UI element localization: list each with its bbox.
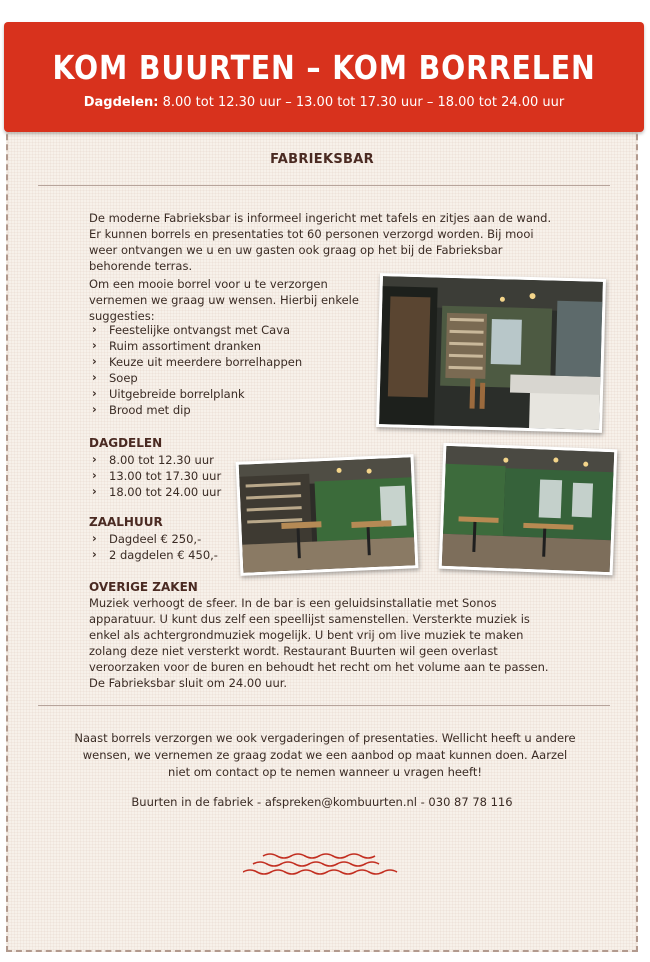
dayparts-text: 8.00 tot 12.30 uur – 13.00 tot 17.30 uur – 18.00 tot 24.00 uur bbox=[158, 95, 565, 110]
list-item: › 8.00 tot 12.30 uur bbox=[89, 452, 221, 468]
wave-ornament-icon bbox=[243, 852, 403, 878]
list-item: › Uitgebreide borrelplank bbox=[89, 386, 349, 402]
bar-interior-image bbox=[379, 276, 603, 430]
dayparts-label: Dagdelen: bbox=[83, 95, 159, 110]
intro-line-2: Er kunnen borrels en presentaties tot 60 personen verzorgd worden. Bij mooi weer ontvangen we u en uw gasten ook graag op het bij de Fabrieksbar behorende terras. bbox=[89, 227, 534, 273]
list-item: › Feestelijke ontvangst met Cava bbox=[89, 322, 349, 338]
list-item: › Keuze uit meerdere borrelhappen bbox=[89, 354, 349, 370]
bar-stools-image bbox=[239, 457, 416, 572]
contact-line: Buurten in de fabriek - afspreken@kombuurten.nl - 030 87 78 116 bbox=[131, 795, 513, 809]
dagdelen-heading: DAGDELEN bbox=[89, 436, 163, 450]
list-item: › 18.00 tot 24.00 uur bbox=[89, 484, 221, 500]
intro-paragraph bbox=[89, 210, 559, 274]
seating-area-image bbox=[442, 446, 614, 572]
overige-heading: OVERIGE ZAKEN bbox=[89, 580, 198, 594]
section-title: FABRIEKSBAR bbox=[270, 152, 374, 167]
dagdelen-list bbox=[89, 452, 221, 500]
banner-title: KOM BUURTEN – KOM BORRELEN bbox=[52, 48, 596, 87]
list-item: › Dagdeel € 250,- bbox=[89, 531, 218, 547]
zaalhuur-list bbox=[89, 531, 218, 563]
zaalhuur-heading: ZAALHUUR bbox=[89, 515, 163, 529]
divider-top bbox=[38, 185, 610, 186]
overige-paragraph: Muziek verhoogt de sfeer. In de bar is een geluidsinstallatie met Sonos apparatuur. U kunt dus zelf een speellijst samenstellen. Versterkte muziek is enkel als achtergrondmuziek mogelijk. U bent vrij om live muziek te maken zolang deze niet versterkt wordt. Restaurant Buurten wil geen overlast veroorzaken voor de buren en behoudt het recht om het volume aan te passen. De Fabrieksbar sluit om 24.00 uur. bbox=[89, 596, 549, 690]
suggestions-list bbox=[89, 322, 349, 418]
header-banner bbox=[4, 22, 644, 132]
list-item: › Ruim assortiment dranken bbox=[89, 338, 349, 354]
list-item: › 2 dagdelen € 450,- bbox=[89, 547, 218, 563]
bar-photo-1 bbox=[376, 273, 606, 433]
closing-paragraph: Naast borrels verzorgen we ook vergaderingen of presentaties. Wellicht heeft u andere wensen, we vernemen ze graag zodat we een aanbod op maat kunnen doen. Aarzel niet om contact op te nemen wanneer u vragen heeft! bbox=[74, 731, 576, 779]
intro-line-1: De moderne Fabrieksbar is informeel ingericht met tafels en zitjes aan de wand. bbox=[89, 211, 552, 225]
bar-photo-3 bbox=[439, 443, 618, 576]
bar-photo-2 bbox=[236, 454, 419, 576]
list-item: › 13.00 tot 17.30 uur bbox=[89, 468, 221, 484]
divider-bottom bbox=[38, 705, 610, 706]
list-item: › Brood met dip bbox=[89, 402, 349, 418]
lead-paragraph: Om een mooie borrel voor u te verzorgen vernemen we graag uw wensen. Hierbij enkele suggesties: bbox=[89, 277, 359, 323]
dayparts-line bbox=[4, 95, 644, 110]
list-item: › Soep bbox=[89, 370, 349, 386]
